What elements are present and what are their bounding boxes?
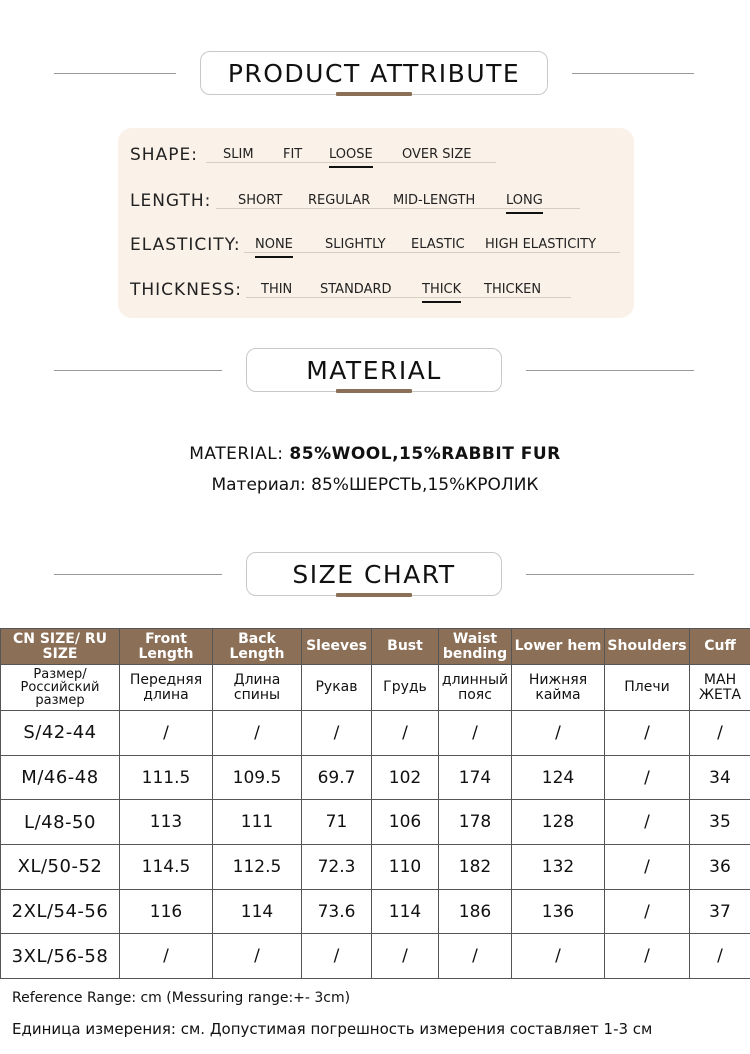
section-title-pill <box>246 552 502 596</box>
value-cell: / <box>302 934 372 979</box>
value-cell: / <box>605 755 690 800</box>
attribute-row-thickness <box>118 274 634 304</box>
material-en-label: MATERIAL: <box>189 444 284 464</box>
section-title-pill <box>200 51 548 95</box>
header-cell: Размер/ Российский размер <box>1 665 120 711</box>
material-en-value: 85%WOOL,15%RABBIT FUR <box>289 444 561 464</box>
value-cell: / <box>439 711 512 756</box>
value-cell: 182 <box>439 845 512 890</box>
attribute-option-selected: NONE <box>255 237 293 252</box>
header-cell: Длина спины <box>213 665 302 711</box>
divider-line <box>54 574 222 575</box>
value-cell: / <box>605 845 690 890</box>
attribute-row-length <box>118 185 634 215</box>
header-cell: Cuff <box>690 629 750 665</box>
value-cell: 136 <box>512 889 605 934</box>
attribute-option: MID-LENGTH <box>393 193 476 208</box>
header-cell: МАН ЖЕТА <box>690 665 750 711</box>
value-cell: / <box>605 889 690 934</box>
value-cell: 174 <box>439 755 512 800</box>
header-cell: CN SIZE/ RU SIZE <box>1 629 120 665</box>
section-title-pill <box>246 348 502 392</box>
header-cell: Нижняя кайма <box>512 665 605 711</box>
divider-line <box>572 73 694 74</box>
reference-range-note: Reference Range: cm (Messuring range:+- 3cm) <box>12 990 351 1006</box>
attribute-underline <box>244 252 620 253</box>
value-cell: 72.3 <box>302 845 372 890</box>
value-cell: 35 <box>690 800 750 845</box>
value-cell: 106 <box>372 800 439 845</box>
reference-range-note-ru: Единица измерения: см. Допустимая погрешность измерения составляет 1-3 см <box>12 1020 653 1038</box>
accent-bar <box>336 389 412 393</box>
header-cell: Back Length <box>213 629 302 665</box>
table-header-ru <box>1 665 750 711</box>
attribute-label: SHAPE: <box>130 145 198 165</box>
size-chart-table <box>0 628 750 979</box>
value-cell: 37 <box>690 889 750 934</box>
value-cell: 114 <box>372 889 439 934</box>
attribute-option-selected: LONG <box>506 193 543 208</box>
attribute-option: STANDARD <box>320 282 392 297</box>
size-cell: XL/50-52 <box>1 845 120 890</box>
value-cell: 113 <box>120 800 213 845</box>
value-cell: / <box>605 934 690 979</box>
value-cell: 36 <box>690 845 750 890</box>
table-row <box>1 845 750 890</box>
value-cell: 109.5 <box>213 755 302 800</box>
value-cell: / <box>302 711 372 756</box>
table-row <box>1 755 750 800</box>
divider-line <box>54 370 222 371</box>
divider-line <box>526 370 694 371</box>
attribute-option: THICKEN <box>484 282 542 297</box>
table-row <box>1 711 750 756</box>
accent-bar <box>336 92 412 96</box>
attribute-option-selected: LOOSE <box>329 147 373 162</box>
material-header <box>0 348 750 394</box>
attribute-label: LENGTH: <box>130 191 212 211</box>
attribute-option-selected: THICK <box>422 282 462 297</box>
material-ru-label: Материал: <box>211 475 306 495</box>
size-chart-header <box>0 552 750 598</box>
value-cell: / <box>372 711 439 756</box>
product-attribute-header <box>0 51 750 97</box>
attribute-underline <box>246 297 571 298</box>
attribute-label: THICKNESS: <box>130 280 242 300</box>
attribute-label: ELASTICITY: <box>130 235 241 255</box>
value-cell: / <box>120 711 213 756</box>
size-cell: S/42-44 <box>1 711 120 756</box>
value-cell: / <box>439 934 512 979</box>
attribute-row-elasticity <box>118 229 634 259</box>
divider-line <box>54 73 176 74</box>
value-cell: 110 <box>372 845 439 890</box>
header-cell: Грудь <box>372 665 439 711</box>
attribute-panel <box>118 128 634 318</box>
size-cell: 3XL/56-58 <box>1 934 120 979</box>
attribute-option: ELASTIC <box>411 237 465 252</box>
value-cell: 34 <box>690 755 750 800</box>
header-cell: Shoulders <box>605 629 690 665</box>
value-cell: / <box>605 711 690 756</box>
value-cell: 114 <box>213 889 302 934</box>
header-cell: Waist bending <box>439 629 512 665</box>
header-cell: Sleeves <box>302 629 372 665</box>
value-cell: 111.5 <box>120 755 213 800</box>
attribute-underline <box>216 208 580 209</box>
value-cell: / <box>213 711 302 756</box>
section-title: SIZE CHART <box>292 559 456 589</box>
table-row <box>1 934 750 979</box>
value-cell: / <box>690 934 750 979</box>
header-cell: Плечи <box>605 665 690 711</box>
attribute-option: THIN <box>261 282 293 297</box>
value-cell: 116 <box>120 889 213 934</box>
value-cell: / <box>690 711 750 756</box>
value-cell: / <box>605 800 690 845</box>
value-cell: / <box>512 934 605 979</box>
header-cell: Lower hem <box>512 629 605 665</box>
value-cell: 112.5 <box>213 845 302 890</box>
value-cell: / <box>512 711 605 756</box>
table-row <box>1 800 750 845</box>
value-cell: 132 <box>512 845 605 890</box>
table-row <box>1 889 750 934</box>
divider-line <box>526 574 694 575</box>
value-cell: 71 <box>302 800 372 845</box>
material-ru <box>0 475 750 495</box>
size-cell: L/48-50 <box>1 800 120 845</box>
attribute-option: SLIM <box>223 147 254 162</box>
section-title: PRODUCT ATTRIBUTE <box>227 58 521 88</box>
attribute-option: SLIGHTLY <box>325 237 386 252</box>
header-cell: Рукав <box>302 665 372 711</box>
value-cell: 186 <box>439 889 512 934</box>
header-cell: длинный пояс <box>439 665 512 711</box>
value-cell: 114.5 <box>120 845 213 890</box>
attribute-option: REGULAR <box>308 193 371 208</box>
material-ru-value: 85%ШЕРСТЬ,15%КРОЛИК <box>311 475 539 495</box>
attribute-option: HIGH ELASTICITY <box>485 237 597 252</box>
header-cell: Передняя длина <box>120 665 213 711</box>
attribute-option: SHORT <box>238 193 283 208</box>
value-cell: 124 <box>512 755 605 800</box>
header-cell: Front Length <box>120 629 213 665</box>
attribute-option: FIT <box>283 147 303 162</box>
value-cell: 128 <box>512 800 605 845</box>
value-cell: 102 <box>372 755 439 800</box>
section-title: MATERIAL <box>306 355 442 385</box>
attribute-underline <box>206 162 496 163</box>
value-cell: 73.6 <box>302 889 372 934</box>
attribute-row-shape <box>118 139 634 169</box>
table-header-en <box>1 629 750 665</box>
header-cell: Bust <box>372 629 439 665</box>
value-cell: / <box>120 934 213 979</box>
value-cell: 69.7 <box>302 755 372 800</box>
material-en <box>0 444 750 464</box>
value-cell: / <box>213 934 302 979</box>
value-cell: / <box>372 934 439 979</box>
attribute-option: OVER SIZE <box>402 147 472 162</box>
value-cell: 111 <box>213 800 302 845</box>
accent-bar <box>336 593 412 597</box>
value-cell: 178 <box>439 800 512 845</box>
size-cell: 2XL/54-56 <box>1 889 120 934</box>
size-cell: M/46-48 <box>1 755 120 800</box>
